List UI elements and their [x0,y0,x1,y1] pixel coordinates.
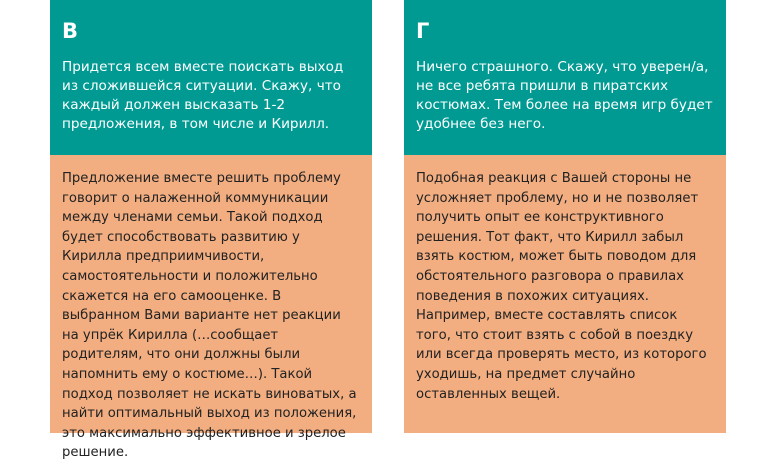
answer-card-header [50,0,372,155]
answer-card-feedback: Предложение вместе решить проблему говорит о налаженной коммуникации между членами семьи. Такой подход будет способствовать развитию у Кирилла предприимчивости, самостоятельности и положительно скажется на его самооценке. В выбранном Вами варианте нет реакции на упрёк Кирилла (…сообщает родителям, что они должны были напомнить ему о костюме…). Такой подход позволяет не искать виноватых, а найти оптимальный выход из положения, это максимально эффективное и зрелое решение. [50,155,372,433]
option-text: Ничего страшного. Скажу, что уверен/а, не все ребята пришли в пиратских костюмах. Тем более на время игр будет удобнее без него. [416,59,713,132]
answer-card-g [404,0,726,433]
answer-card-header [404,0,726,155]
option-letter: Г [416,19,430,43]
option-text: Придется всем вместе поискать выход из сложившейся ситуации. Скажу, что каждый должен высказать 1-2 предложения, в том числе и Кирилл. [62,59,344,132]
option-letter: В [62,19,79,43]
answer-card-v [50,0,372,461]
answer-card-feedback: Подобная реакция с Вашей стороны не усложняет проблему, но и не позволяет получить опыт ее конструктивного решения. Тот факт, что Кирилл забыл взять костюм, может быть поводом для обстоятельного разговора о правилах поведения в похожих ситуациях. Например, вместе составлять список того, что стоит взять с собой в поездку или всегда проверять место, из которого уходишь, на предмет случайно оставленных вещей. [404,155,726,433]
